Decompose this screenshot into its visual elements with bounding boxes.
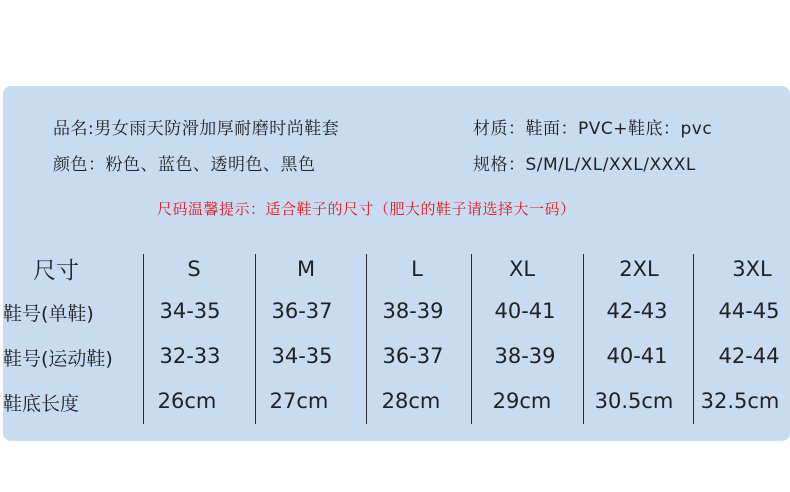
material-info: 材质：鞋面：PVC+鞋底：pvc	[473, 119, 713, 139]
size-header-2xl: 2XL	[619, 257, 659, 281]
color-info: 颜色：粉色、蓝色、透明色、黑色	[53, 155, 316, 175]
size-header-label: 尺寸	[33, 258, 79, 284]
table-cell: 32-33	[159, 344, 221, 368]
row-label-shoe-size: 鞋号(单鞋)	[3, 303, 94, 325]
size-header-l: L	[411, 257, 423, 281]
row-label-sole-length: 鞋底长度	[3, 393, 80, 415]
table-cell: 42-44	[718, 344, 780, 368]
table-cell: 32.5cm	[700, 389, 780, 413]
size-header-s: S	[187, 257, 201, 281]
size-header-3xl: 3XL	[732, 257, 772, 281]
table-cell: 29cm	[492, 389, 552, 413]
table-cell: 40-41	[606, 344, 668, 368]
table-cell: 28cm	[381, 389, 441, 413]
table-cell: 36-37	[271, 299, 333, 323]
table-cell: 26cm	[157, 389, 217, 413]
table-cell: 30.5cm	[594, 389, 674, 413]
product-name: 品名:男女雨天防滑加厚耐磨时尚鞋套	[53, 119, 340, 139]
table-cell: 27cm	[269, 389, 329, 413]
table-cell: 40-41	[494, 299, 556, 323]
size-tip: 尺码温馨提示：适合鞋子的尺寸（肥大的鞋子请选择大一码）	[157, 200, 576, 218]
table-cell: 36-37	[382, 344, 444, 368]
size-header-m: M	[296, 257, 316, 281]
table-cell: 38-39	[382, 299, 444, 323]
table-cell: 38-39	[494, 344, 556, 368]
table-cell: 42-43	[606, 299, 668, 323]
table-cell: 44-45	[718, 299, 780, 323]
row-label-sneaker-size: 鞋号(运动鞋)	[3, 348, 113, 370]
table-cell: 34-35	[271, 344, 333, 368]
spec-info: 规格：S/M/L/XL/XXL/XXXL	[473, 155, 696, 175]
table-cell: 34-35	[159, 299, 221, 323]
size-header-xl: XL	[508, 257, 536, 281]
